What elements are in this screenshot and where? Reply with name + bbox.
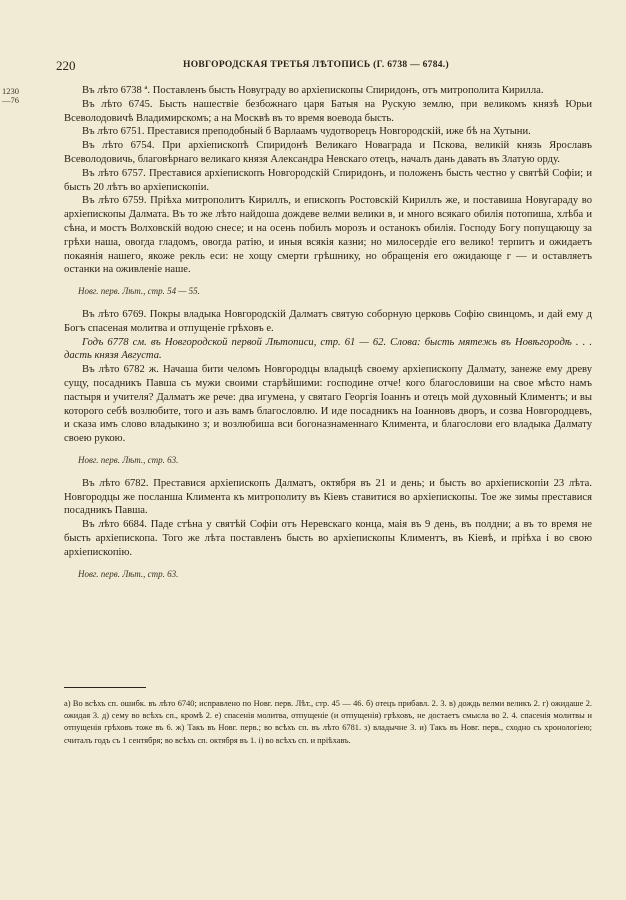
footnote-text: а) Во всѣхъ сп. ошибк. въ лѣто 6740; исправлено по Новг. перв. Лѣт., стр. 45 — 46. б) отецъ прибавл. 2. 3. в) дождь велми великъ 2. г) ожидаше 2. ожидая 3. д) сему во всѣхъ сп., кромѣ 2. е) спасенія молитва, отпущеніе (и отпущенія) грѣховъ, не достаетъ смысла во 2. 4. спасенія молитвы и отпущенія грѣховъ тоже въ 6. ж) Такъ въ Новг. перв.; во всѣхъ сп. въ лѣто 6781. з) владычне 3. и) Такъ въ Новг. перв., сходно съ хронологіею; считалъ годъ съ 1 сентября; во всѣхъ сп. октября въ 1. і) во всѣхъ сп. и пріѣхавъ. <box>64 699 592 745</box>
source-reference: Новг. перв. Лѣт., стр. 63. <box>78 454 179 465</box>
chronicle-entry: Въ лѣто 6782. Преставися архіепископъ Далматъ, октября въ 21 и день; и бысть во архіепископіи 23 лѣта. Новгородцы же посланша Климента къ митрополиту въ Кіевъ ставитися во архіепископы. Тое же зимы преставися посадникъ Павша. <box>64 477 592 517</box>
chronicle-entry: Въ лѣто 6745. Бысть нашествіе безбожнаго царя Батыя на Рускую землю, при великомъ князѣ Юрьи Всеволодовичѣ Владимирскомъ; а на Москвѣ въ то время воевода бысть. <box>64 98 592 124</box>
footnotes <box>64 698 592 747</box>
margin-year-note <box>2 87 42 105</box>
page-number: 220 <box>56 58 76 73</box>
chronicle-entry: Въ лѣто 6759. Пріѣха митрополитъ Кириллъ, и епископъ Ростовскій Кириллъ же, и поставиша Новугараду во архіепископы Далмата. Въ то же лѣто найдоша дождеве велми велики в, и много всякаго обилія потопиша, хлѣба и сѣна, и мостъ Волховскій водою снесе; и на осень побилъ морозъ и останокъ обилія. Господу Богу попущающу за грѣхи наша, овогда гладомъ, овогда ратію, и иныя всякія казни; но милосердіе его велико! терпитъ и ожидаетъ покаянія нашего, якоже рекль еси: не хощу смерти грѣшнику, но обращенія его ожидающе г — и оставляетъ останки на оживленіе наше. <box>64 195 592 276</box>
source-reference: Новг. перв. Лѣт., стр. 63. <box>78 568 179 579</box>
source-reference: Новг. перв. Лѣт., стр. 54 — 55. <box>78 286 200 297</box>
margin-year-end: —76 <box>2 95 19 105</box>
page-header <box>56 58 576 74</box>
footnote-divider <box>64 687 146 688</box>
chronicle-entry: Въ лѣто 6751. Преставися преподобный б Варлаамъ чудотворецъ Новгородскій, иже бѣ на Хутыни. <box>82 126 531 138</box>
chronicle-entry: Въ лѣто 6684. Паде стѣна у святѣй Софіи отъ Неревскаго конца, маія въ 9 день, въ полдни; а въ то время не бысть архіепископа. Того же лѣта поставленъ бысть во архіепископы Климентъ, въ Кіевѣ, и пріѣха і во свою архіепископію. <box>64 519 592 558</box>
chronicle-entry: Въ лѣто 6754. При архіепископѣ Спиридонѣ Великаго Новаграда и Пскова, великій князь Ярославъ Всеволодовичь, благовѣрнаго великаго князя Александра Невскаго отецъ, началъ дань давать въ Златую орду. <box>64 140 592 165</box>
chronicle-entry: Въ лѣто 6782 ж. Начаша бити челомъ Новгородцы владыцѣ своему архіепископу Далмату, занеже ему древу сущу, посадникъ Павша съ мужи своими старѣйшими: господине отче! кого благословиши на свое мѣсто намъ пастыря и учителя? Далматъ же рече: два игумена, у святаго Георгія Іоаннъ и отецъ мой духовный Климентъ; и вы которого себѣ возлюбите, того и азъ вамъ благословлю. И иде посадникъ на Іоанновъ дворъ, и созва Новгородцевъ, и сказа имъ слово владыкино з; и возлюбиша вси богоназнаменнаго Климента, и благослови его владыка Далмату своею рукою. <box>64 364 592 445</box>
chronicle-entry: Въ лѣто 6757. Преставися архіепископъ Новгородскій Спиридонъ, и положенъ бысть честно у святѣй Софіи; и бысть 20 лѣтъ во архіепископіи. <box>64 167 592 193</box>
running-title: НОВГОРОДСКАЯ ТРЕТЬЯ ЛѢТОПИСЬ (Г. 6738 — 6784.) <box>183 60 449 70</box>
chronicle-entry: Въ лѣто 6769. Покры владыка Новгородскій Далматъ святую соборную церковь Софію свинцомъ, и дай ему д Богъ спасеная молитва и отпущеніе грѣховъ е. <box>64 308 592 334</box>
chronicle-text <box>64 84 592 590</box>
margin-year-start: 1230 <box>2 86 19 96</box>
cross-reference-note: Годъ 6778 см. въ Новгородской первой Лѣтописи, стр. 61 — 62. Слова: бысть мятежь въ Новѣгородѣ . . . дасть князя Августа. <box>64 336 592 362</box>
chronicle-entry: Въ лѣто 6738 ª. Поставленъ бысть Новуграду во архіепископы Спиридонъ, отъ митрополита Кирилла. <box>82 85 544 96</box>
